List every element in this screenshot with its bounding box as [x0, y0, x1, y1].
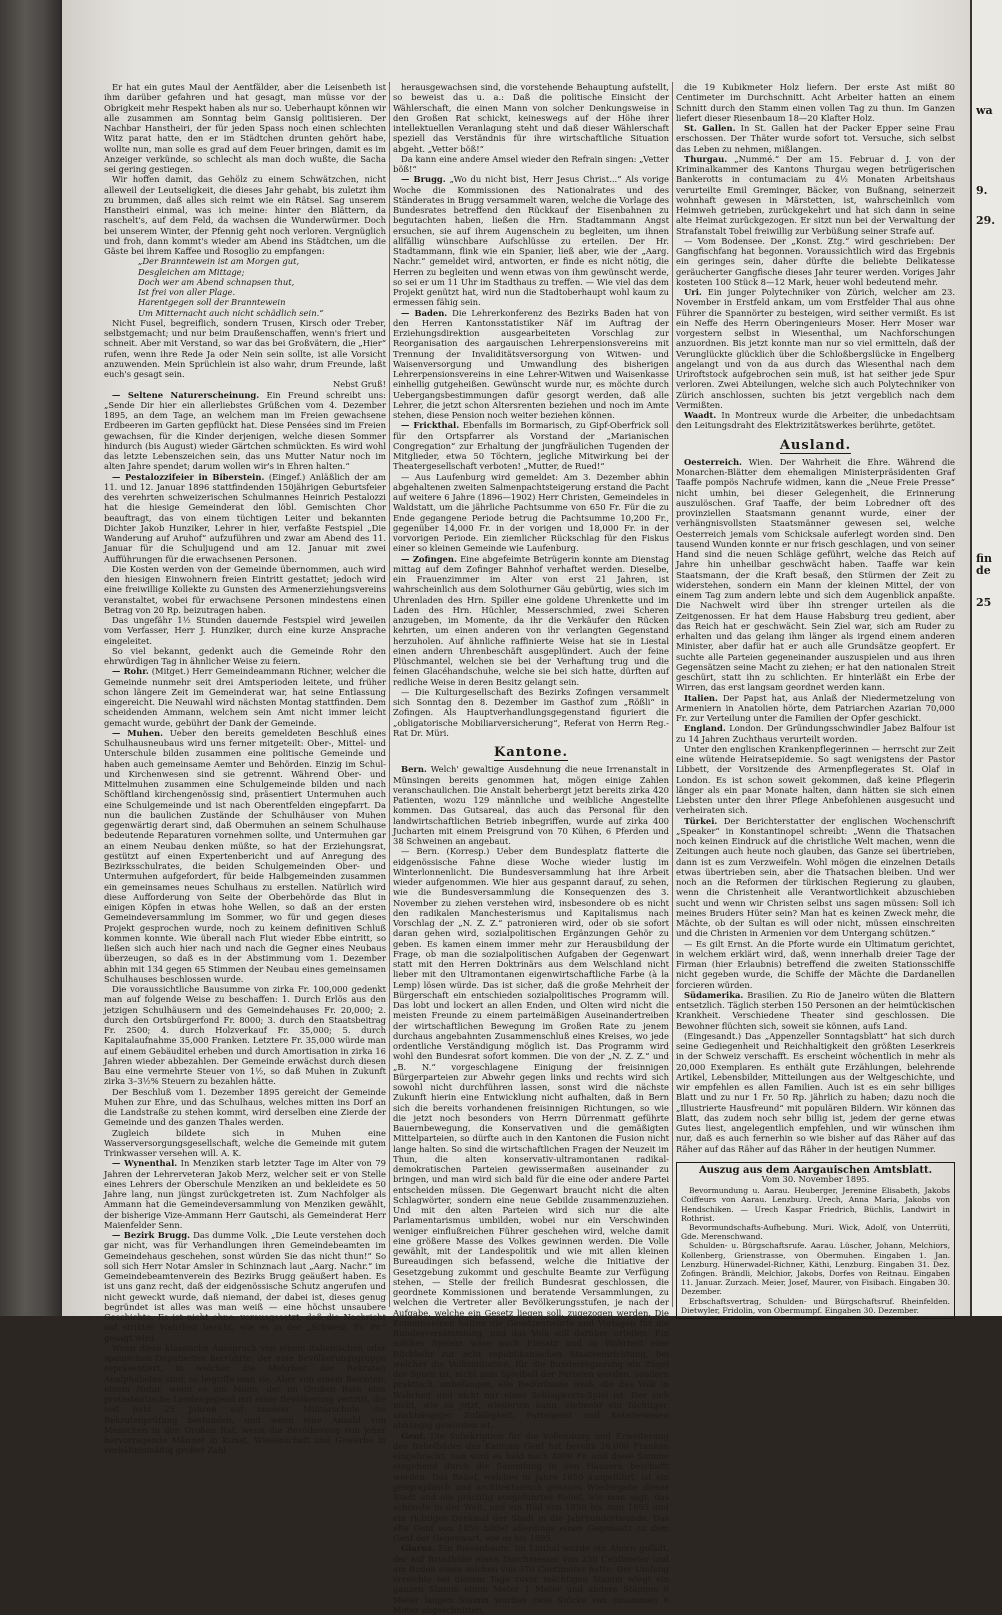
article-text: Nebst Gruß! — [332, 379, 386, 390]
margin-fragment: wa — [976, 104, 993, 117]
article-paragraph — [104, 1087, 386, 1128]
article-paragraph — [104, 984, 386, 1087]
article-text: Brasilien. Zu Rio de Janeiro wüten die Blattern entsetzlich. Täglich sterben 150 Personen an der heimtückischen Krankheit. Verschiedene Theater sind geschlossen. Die Bewohner flüchten sich, soweit sie können, aufs Land. — [676, 989, 955, 1031]
article-text: London. Der Gründungsschwindler Jabez Balfour ist zu 14 Jahren Zuchthaus verurteilt worden. — [676, 723, 955, 744]
margin-fragment: 9. — [976, 184, 988, 197]
article-paragraph — [676, 82, 955, 123]
column-left — [104, 82, 387, 1456]
article-text: die 19 Kubikmeter Holz liefern. Der erste Ast mißt 80 Centimeter im Durchschnitt. Acht Arbeiter hatten an einem Schnitt durch den Stamm einen vollen Tag zu thun. Im Ganzen liefert dieser Riesenbaum 18—20 Klafter Holz. — [676, 82, 955, 123]
article-paragraph — [104, 318, 386, 380]
section-heading: Ausland. — [779, 437, 852, 453]
article-text: Ebenfalls im Bormarisch, zu Gipf-Oberfrick soll für den Ortspfarrer als Vorstand der „Marianischen Congregation“ zur Erhaltung der jungfräulichen Tugenden der Mitglieder, etwa 50 Töchtern, jegliche Mitwirkung bei der Theatergesellschaft verboten! „Mutter, de Rued!“ — [393, 420, 669, 472]
article-text: Die Lehrerkonferenz des Bezirks Baden hat von den Herren Kantonsstatistiker Näf im Auftrag der Erziehungsdirektion ausgearbeiteten Vorschlag zur Reorganisation des aargauischen Lehrerpensionsvereins mit Trennung der Invaliditätsversorgung von Witwen- und Waisenversorgung und Umwandlung des bisherigen Lehrerpensionsvereins in eine Lehrer-Witwen und Waisenkasse einhellig gutgeheißen. Gewünscht wurde nur, es möchte durch Uebergangsbestimmungen dafür gesorgt werden, daß alle Lehrer, die jetzt schon Altersrenten beziehen und noch im Amte stehen, diese Pension noch weiter beziehen können. — [393, 307, 669, 420]
article-text: Die voraussichtliche Bausumme von zirka Fr. 100,000 gedenkt man auf folgende Weise zu beschaffen: 1. Durch Erlös aus den jetzigen Schulhäusern und des Gemeindehauses Fr. 20,000; 2. durch den Ortsbürgerfond Fr. 8000; 3. durch den Staatsbeitrag Fr. 2500; 4. durch Holzverkauf Fr. 35,000; 5. durch Kapitalaufnahme 35,000 Franken. Letztere Fr. 35,000 würde man auf einem Gebäuditel erheben und durch Amortisation in zirka 16 Jahren wieder abbezahlen. Der Gemeinde erwächst durch diesen Bau eine vermehrte Steuer von 1½, so daß Muhen in Zukunft zirka 3–3½% Steuern zu bezahlen hätte. — [104, 984, 386, 1087]
article-paragraph — [676, 1031, 955, 1154]
article-text: Er hat ein gutes Maul der Aentfälder, aber die Leisenbeth ist ihm darüber gefahren und hat gesagt, man müsse vor der Obrigkeit mehr Respekt haben als nur so. Ueberhaupt können wir alle zusammen am Sonntag beim Gansig politisieren. Der Nachbar Hanstheiri, der für jeden Spass noch einen schlechten Witz parat hatte, den er im Städtchen drunten gehört habe, wollte nun, man solle es grad auf dem Feuer bringen, damit es im Anzeiger verkünde, so schlecht als man doch wußte, die Sacha sei gering gestiegen. — [104, 82, 386, 174]
article-text: Nicht Fusel, begreiflich, sondern Trusen, Kirsch oder Treber, selbstgemacht; und nur beim Draußenschaffen, wenn's friert und schneit. Aber mit Verstand, so war das bei Großvätern, die „Hier“ rufen, wenn ihre Rede Ja oder Nein sein sollte, ist alle Vorsicht anzuwenden. Mein Sprüchlein ist also wahr, drum Freunde, laßt euch's gesagt sein. — [104, 317, 386, 379]
verse-line — [104, 256, 386, 266]
article-heading: — Wynenthal. — [112, 1158, 178, 1169]
article-paragraph — [104, 666, 386, 728]
article-text: Das ungefähr 1½ Stunden dauernde Festspiel wird jeweilen vom Verfasser, Herr J. Hunziker, durch eine kurze Ansprache eingeleitet. — [104, 615, 386, 646]
article-heading: — Brugg. — [401, 174, 446, 185]
article-heading: Oesterreich. — [684, 456, 742, 467]
article-paragraph — [676, 123, 955, 154]
article-text: „Wo du nicht bist, Herr Jesus Christ...“ Als vorige Woche die Kommissionen des Nationalrates und des Ständerates in Brugg versammelt waren, welche die Vorlage des Bundesrates betreffend den Rückkauf der Eisenbahnen zu begutachten haben, ließen die Hrn. Stadtammann Angst ersuchen, sie auf ihrem Augenschein zu begleiten, um ihnen allfällig wünschbare Aufschlüsse zu erteilen. Der Hr. Stadtammann, flink wie ein Spanier, ließ aber, wie der „Aarg. Nachr.“ gemeldet wird, antworten, er finde es nicht nötig, die Herren zu begleiten und wenn etwas von ihm gewünscht werde, so sei er um 11 Uhr im Stadthaus zu treffen. — Wie viel das dem Projekt genützt hat, wird nun die Stadtoberhaupt wohl kaum zu ermessen fähig sein. — [393, 174, 670, 308]
box-entry: Bevormundschafts-Aufhebung. Muri. Wick, Adolf, von Unterrüti, Gde. Merenschwand. — [681, 1222, 950, 1242]
article-heading: Türkei. — [684, 815, 718, 826]
article-paragraph — [104, 615, 386, 646]
article-paragraph — [393, 82, 669, 154]
article-paragraph — [104, 390, 386, 472]
article-text: Wien. Der Wahrheit die Ehre. Während die Monarchen-Blätter dem ehemaligen Ministerpräsidenten Graf Taaffe pompös Nachrufe widmen, kann die „Neue Freie Presse“ nicht umhin, bei dieser Gelegenheit, die Erinnerung auszulöschen. Graf Taaffe, der beim Lobredner oft des provinziellen Staatsmann genannt wurde, einer der verhängnisvollsten Staatsmänner gewesen sei, welche Oesterreich jemals vom Schicksale auferlegt worden sind. Den tausend Wunden konnte er nur frisch geschlagen, und von seiner Hand sind die neuen Schläge geführt, welche das Reich auf Jahre hin unheilbar geschwächt haben. Taaffe war kein Staatsmann, der die Kraft besaß, den Stürmen der Zeit zu widerstehen, sondern ein Mann der kleinen Mittel, der von einem Tag zum andern lebte und sich dem Augenblick anpaßte. Die Nachwelt wird über ihn strenger urteilen als die Zeitgenossen. Er hat dem Hause Habsburg treu gedient, aber das Reich hat er geschwächt. Sein Ziel war, sich am Ruder zu erhalten und das gelang ihm länger als irgend einem anderen Minister, aber dafür hat er auch alle Grundsätze geopfert. Er suchte alle Parteien gegeneinander auszuspielen und aus ihren Gegensätzen seine Macht zu ziehen; er hat den nationalen Streit geschürt, statt ihn zu schlichten. Er hinterläßt ein Erbe der Wirren, das erst langsam geordnet werden kann. — [676, 456, 955, 693]
article-heading: — Seltene Naturerscheinung. — [112, 389, 260, 400]
column-rule — [672, 82, 673, 1307]
article-paragraph — [104, 1343, 386, 1456]
article-text: Welch' gewaltige Ausdehnung die neue Irrenanstalt in Münsingen bereits genommen hat, mögen einige Zahlen veranschaulichen. Die Anstalt beherbergt jetzt bereits zirka 420 Patienten, wozu 129 männliche und weibliche Angestellte kommen. Das Gutsareal, das auch das Personal für den landwirtschaftlichen Betrieb inbegriffen, wurde auf zirka 400 Jucharten mit einem Preisgrund von 70 Kühen, 6 Pferden und 38 Schweinen an angebaut. — [393, 764, 669, 846]
article-paragraph — [676, 723, 955, 744]
box-date: Vom 30. November 1895. — [761, 1173, 870, 1184]
column-rule — [389, 82, 390, 1307]
article-text: — Die Kulturgesellschaft des Bezirks Zofingen versammelt sich Sonntag den 8. Dezember im Gasthof zum „Rößli“ in Zofingen. Als Hauptverhandlungsgegenstand figuriert die „obligatorische Mobiliarversicherung“, Referat von Herrn Reg.-Rat Dr. Müri. — [393, 686, 669, 738]
article-paragraph — [393, 154, 669, 175]
box-entry: Schulden- u. Bürgschaftsrufe. Aarau. Lüscher, Johann, Melchiors, Kollenberg, Grienstrasse, von Obermuhen. Eingaben 1. Jan. Lenzburg. Hünerwadel-Richner, Käthi, Lenzburg. Eingaben 31. Dez. Zofingen. Brändli, Melchior, Jakobs, Dorfes von Reitnau. Eingaben 11. Januar. Zurzach. Meier, Josef, Maurer, von Fisibach. Eingaben 30. Dezember. — [681, 1241, 950, 1297]
article-text: In Montreux wurde die Arbeiter, die unbedachtsam den Leitungsdraht des Elektrizitätswerkes berührte, getötet. — [676, 410, 955, 431]
column-middle — [393, 82, 670, 1615]
article-text: Wenn diese klassische Ausspruch von einem italienischen oder spanischen Deputierten herrührte, der eine Bevölkerungsgruppe repräsentiert, in welcher die Mehrheit der Rekruten Analphabeten sind, so begriffe man sie. Aber von einem Beamten, einem Notar, wenn es ein Mann, der im Großen Rate eine protestantische Landesgegend mit einer Bevölkerung vertritt, die seit bald 25 Jahren auf unserer Militärschule die Rekrutenprüfung bestanden, und wenn eine Anzahl von Menschen in den Großen Rat, wenn die Bevölkerung von jeher hervorragende Männer in Kunst, Wissenschaft und Gewerbe in verhältnismäßig großer Zahl — [104, 1342, 386, 1456]
verse-line — [104, 287, 386, 297]
article-text: „Nummé.“ Der am 15. Februar d. J. von der Kriminalkammer des Kantons Thurgau wegen betrügerischen Bankerotts in contumaciam zu 4½ Monaten Arbeitshaus verurteilte Emil Greminger, Bäcker, von Bußnang, seinerzeit wohnhaft gewesen in Märstetten, ist, wahrscheinlich vom Heimweh getrieben, zurückgekehrt und hat sich dann in seine alte Heimat zurückgezogen. Er sitzt nun bei der Verwaltung der Strafanstalt Tobel freiwillig zur Verbüßung seiner Strafe auf. — [676, 153, 956, 236]
article-heading: St. Gallen. — [684, 123, 736, 133]
article-heading: Genf. — [401, 1430, 426, 1441]
article-text: Ein Riesenbaum. Im Linthal wurde ein Ahorn gefällt, der auf Brusthöhe einen Durchmesser von 250 Centimeter und am Boden einen solchen von 370 Centimeter hatte. Der Umfang erreichte bei diesem Tage zuvor mächtigen Stamm wiegt ein ganzen Stamm einen Meter 1 Meter und andere Stämme 9 Meter langen Stamm wurden zwei Stöcke von zusammen 6 Meter abgeschnitten, — [393, 1543, 669, 1615]
article-paragraph — [676, 287, 955, 410]
article-paragraph — [676, 693, 955, 724]
article-paragraph — [104, 728, 386, 984]
article-text: „Der Branntewein ist am Morgen gut, — [138, 256, 300, 267]
article-heading: Uri. — [684, 287, 702, 297]
article-paragraph — [393, 472, 669, 554]
margin-fragment: de — [976, 564, 991, 577]
article-text: Das dumme Volk. „Die Leute verstehen doch gar nicht, was für Verhandlungen ihren Gemeindebeamten im Gemeindehaus geschehen, sonst würden Sie das nicht thun!“ So soll sich Herr Notar Amsler in Schinznach laut „Aarg. Nachr.“ im Gemeindebeamtenverein des Bezirks Brugg geäußert haben. Es ist uns ganz recht, daß der eidgenössische Schutz angerufen und nicht geweckt wurde, daß niemand, der dabei ist, dieses genug begründet ist alles was man weiß — eine höchst unsaubere Geschichte. Es ist nicht ohne, vorausgesetzt, daß die Nachricht auf strikter Wahrheit beruht, wie es in der „Schweiz. Fr. Pr.“ gesagt wird. — [104, 1230, 386, 1343]
article-text: Die Subskription für die Vollendung und Erweiterung des Reliefbildes des Kantons Genf hat bereits 26,000 Franken eingebracht; nun wird es bald noch 4000 Fr. und diese Summe eingehend durch die Sammlung in den Häusern beschafft werden. Das Relief, welches in Jahre 1850 ausgeführt, ist ein geographisch und architektonisch genaues Wiedergabe dieser Stadt und ein prächtig ausgeführtes Relief, wie man sagt, das schönste in der Welt, und ein Bild von 1850 bis zum 1895 und ein richtiges Denkmal der Stadt in die Jahrhundertwende. Das alte Genf von 1850 bildet allerdings einen Gegensatz zu dem Genf der Gegenwart, wie es bis 1895. — [393, 1430, 669, 1543]
article-text: Desgleichen am Mittage; — [138, 266, 245, 277]
adjacent-page-edge — [970, 0, 1002, 1316]
article-heading: — Rohr. — [112, 666, 149, 677]
article-paragraph — [393, 764, 669, 846]
verse-line — [104, 297, 386, 307]
box-entry: Bevormundung u. Aarau. Heuberger, Jeremine Elisabeth, Jakobs Coiffeurs von Aarau. Lenzburg. Urech, Anna Maria, Jakobs von Hendschiken. — Urech Kaspar Friedrich, Büchlis, Landwirt in Rothrist. — [681, 1186, 950, 1223]
article-paragraph — [104, 472, 386, 564]
article-heading: Glarus. — [401, 1543, 435, 1554]
article-text: Ueber den bereits gemeldeten Beschluß eines Schulhausneubaus wird uns ferner mitgeteilt: Ober-, Mittel- und Unterschule bilden zusammen eine politische Gemeinde und haben auch gemeinsame Aemter und Behörden. Einzig im Schul- und Kirchenwesen sind sie getrennt. Während Ober- und Mittelmuhen zusammen eine Schulgemeinde bilden und nach Schöftland kirchengenössig sind, präsentiert Untermuhen auch eine Schulgemeinde und ist nach Oberentfelden eingepfarrt. Da nun die baulichen Zustände der Schulhäuser von Muhen gegenwärtig derart sind, daß Obermuhen an seinem Schulhause bedeutende Reparaturen vornehmen sollte, und Untermuhen gar an einem Neubau denken müßte, so hat der Erziehungsrat, gestützt auf einen Expertenbericht und auf Anregung des Bezirksschulrates, die beiden Schulgemeinden Ober- und Untermuhen aufgefordert, für beide Halbgemeinden zusammen ein gemeinsames neues Schulhaus zu erstellen. Natürlich wird diese Aufforderung von Seite der Oberbehörde das Blut in einigen Köpfen in etwas hohe Wellen, so daß an der ersten Gemeindeversammlung im Sommer, wo für und gegen dieses Projekt gesprochen wurde, noch zu keinem definitiven Schluß kommen konnte. Wie überall nach Flut wieder Ebbe eintritt, so ließen sich auch hier nach und nach die Gegner eines Neubaus überzeugen, so daß es in der Abstimmung vom 1. Dezember abhin mit 134 gegen 65 Stimmen der Neubau eines gemeinsamen Schulhauses beschlossen wurde. — [104, 727, 386, 984]
article-paragraph — [393, 420, 669, 471]
article-paragraph — [676, 236, 955, 287]
article-paragraph — [676, 457, 955, 693]
article-paragraph — [104, 82, 386, 174]
article-paragraph — [393, 846, 669, 1430]
article-paragraph — [104, 1128, 386, 1159]
article-text: Eine abgefeimte Betrügerin konnte am Dienstag mittag auf dem Zofinger Bahnhof verhaftet werden. Dieselbe, ein Frauenzimmer im Alter von erst 21 Jahren, ist wahrscheinlich aus dem Solothurner Gäu gebürtig, wies sich im Uhrenladen des Hrn. Spiller eine goldene Uhrenkette und im Laden des Hrn. Hüchler, Messerschmied, zwei Scheren anzugeben, im Momente, da ihr die Verkäufer den Rücken kehrten, um einen anderen von ihr verlangten Gegenstand herzuholen. Auf ähnliche raffinierte Weise hat sie in Liestal einen andern Uhrenbeschäft ausgeplündert. Auch der feine Plüschmantel, welchen sie bei der Verhaftung trug und die feinen Glacéhandschuhe, welche sie bei sich hatte, dürften auf redliche Weise in deren Besitz gelangt sein. — [393, 553, 670, 687]
article-text: Zugleich bildete sich in Muhen eine Wasserversorgungsgesellschaft, welche die Gemeinde mit gutem Trinkwasser versehen will. A. K. — [104, 1127, 386, 1158]
article-text: Ein Freund schreibt uns: „Sende Dir hier ein allerliebstes Grüßchen vom 4. Dezember 1895, an dem Tage, an welchem man im Freien gewachsene Erdbeeren im Garten gepflückt hat. Diese Pensées sind im Freien gewachsen, für die Kinder derjenigen, welche diesen Sommer hindurch (bis August) wieder Gärtchen schmückten. Es wird wohl das letzte Lebenszeichen sein, das uns Mutter Natur noch im alten Jahre spendet; darum wollen wir's in Ehren halten.“ — [104, 389, 387, 472]
margin-fragment: 25 — [976, 596, 992, 609]
article-text: Harentgegen soll der Branntewein — [138, 297, 286, 308]
article-paragraph — [104, 564, 386, 615]
article-heading: Bern. — [401, 764, 427, 775]
article-paragraph — [676, 410, 955, 431]
article-text: Doch wer am Abend schnapsen thut, — [138, 276, 295, 287]
article-paragraph — [393, 1431, 669, 1544]
section-heading: Kantone. — [493, 745, 569, 760]
article-text: In St. Gallen hat der Packer Epper seine Frau erschossen. Der Thäter wurde sofort tot. Versuche, sich selbst das Leben zu nehmen, mißlangen. — [676, 123, 955, 154]
article-paragraph — [393, 1543, 669, 1615]
article-text: Der Berichterstatter der englischen Wochenschrift „Speaker“ in Konstantinopel schreibt: „Wenn die Thatsachen noch keinen Eindruck auf die christliche Welt machen, wenn die Zeitungen auch heute noch glauben, das Ganze sei übertrieben, dann ist es zum Verzweifeln. Wohl mögen die einzelnen Details etwas übertrieben sein, aber die Thatsachen bleiben. Und wer noch an die Reformen der türkischen Regierung zu glauben, wenn die Christenheit alle Verantwortlichkeit abzuschieben sucht und wenn wir Christen selbst uns sagen müssen: Soll ich meines Bruders Hüter sein? Man hat es keinen Zweck mehr, die Mächte, ob der Sultan es will oder nicht, müssen einschreiten und die Christen in Armenien vor dem Untergang schützen.“ — [676, 815, 955, 939]
article-heading: Südamerika. — [684, 989, 744, 1000]
box-title: Auszug aus dem Aargauischen Amtsblatt. — [698, 1164, 933, 1176]
article-text: herausgewachsen sind, die vorstehende Behauptung aufstellt, so beweist das u. a.: Daß die politische Einsicht der Wählerschaft, die einen Mann von solcher Denkungsweise in den Großen Rat schickt, keineswegs auf der Höhe ihrer intellektuellen Veranlagung steht und daß dieser Wählerschaft speziell das Verständnis für ihre wirtschaftliche Situation abgeht. „Vetter böß!“ — [393, 82, 669, 154]
article-paragraph — [104, 1158, 386, 1230]
article-text: In Menziken starb letzter Tage im Alter von 79 Jahren der Lehrerveteran Jakob Merz, welcher seit er von Stelle eines Lehrers der Oberschule Menziken an und bekleidete es 50 Jahre lang, nun jüngst zurückgetreten ist. Zum Nachfolger als Ammann hat die Gemeindeversammlung von Menziken gewählt, der bisherige Vize-Ammann Herr Gautschi, als Gemeinderat Herr Maienfelder Senn. — [104, 1158, 386, 1230]
article-heading: Waadt. — [684, 410, 717, 420]
article-heading: — Baden. — [401, 307, 448, 318]
article-paragraph — [676, 744, 955, 816]
article-text: So viel bekannt, gedenkt auch die Gemeinde Rohr den ehrwürdigen Tag in ähnlicher Weise zu feiern. — [104, 645, 386, 666]
article-text: — Bern. (Korresp.) Ueber dem Bundesplatz flatterte die eidgenössische Fahne diese Woche wieder lustig im Winterlonnenlicht. Die Bundesversammlung hat ihre Arbeit wieder aufgenommen. Wie hier aus gespannt darauf, zu sehen, wie die Bundesversammlung die Konsequenzen des 3. November zu ziehen verstehen wird, insbesondere ob es nicht den radikalen Manchesterismus und Kapitalismus nach Vorschlag der „N. Z. Z.“ patronieren wird, oder ob sie sofort daran gehen wird, sozialpolitischen Ergänzungen Gehör zu geben. Es kamen einem immer mehr zur Herausbildung der Frage, ob man die sozialpolitischen Aufgaben der Gegenwart statt mit den Herren Doktrinärs aus dem Welschland nicht lieber mit den Ultramontanen eigenwirtschaftliche Farbe (à la Lemp) lösen würde. Das ist sicher, daß die große Mehrheit der Bürgerschaft ein entschieden sozialpolitisches Programm will. Das lobt und lockert an allen Enden, und Olten wird nicht die meisten Freunde zu einem parteimäßigen Auseinandertreiben der wirtschaftlichen Bewegung im Großen Rate zu jenem durchaus angebahnten Zusammenschluß eines Kreises, wo jede ordentliche Verständigung möglich ist. Das Programm wird wohl den Bundesrat sofort kommen. Die von der „N. Z. Z.“ und „B. N.“ vorgeschlagene Einigung der freisinnigen Bürgerparteien zur Abwehr gegen links und rechts wird sich sowohl nicht durchführen lassen, sonst wird die nächste Zukunft hierin eine Entwicklung nicht aufhalten, daß in Bern sich die bereits vorhandenen freisinnigen Richtungen, so wie die jetzt noch besonders von Herrn Dürrenmatt geführte Bauernbewegung, die Konservativen und die gemäßigten Mittelparteien, so dürfte auch in den Kantonen die Fusion nicht lange halten. So sind die wirtschaftlichen Fragen der Neuzeit im Thun, die alten konservativ-ultramontanen radikal-demokratischen Parteien gewissermaßen auseinander zu bringen, und man wird sich bald für die eine oder andere Partei entscheiden müssen. Die Gegenwart braucht nicht die alten Schlagwörter, sondern eine neue Gebilde zusammenzuziehen. Und mit den alten Parteien wird sich nur die alte Parlamentarismus umbilden, wobei nur ein Verschwinden weniger einflußreichen Führer geschehen wird, welche damit eine größere Masse des Volkes gewinnen werden. Die Volle gewählt, mit der Landespolitik und wie mit allen kleinen Bureaudingen sich befassend, welche die Initiative der Gesetzgebung zukommt und geschulte Beamte zur Verfügung stehen, — Stelle der freilich Bundesrat geschlossen, die geordnete Kommissionen und beratende Versammlungen, zu welchen die Vertreter aller Bevölkerungsstufen, je nach der Aufgabe, welche ein Gesetz liegen soll, zugezogen werden. Die Kommissionen hätten die Gesetzentwürfe und Vorlagen für die Bundesversammlung, und das Volk soll darüber urteilen. Ein solches System wäre auch Einsatz und in Wahrheit eine Rückkehr zur echt republikanischen Staatseinrichtung, bei welcher die Volksinitiative, für die Bundesregierung ein Zügel der Sporn ist, nicht zum Spielball der Parteien werden, sondern praktisch, unbefangen, alle Bedürfnisse weiß, die das Volk in Wahrheit und nicht nur eines Schlagworts-Spiel ist. Der sich nicht, wie es jetzt, wiederum kann, vielmehr ein tüchtiger, unabhängiger Zufälligkeit, Parteigeist und Koteriewesen abhängig geworden ist. — [393, 846, 669, 1431]
article-text: — Es gilt Ernst. An die Pforte wurde ein Ultimatum gerichtet, in welchem erklärt wird, daß, wenn innerhalb dreier Tage der Firman (hier Erlaubnis) betreffend die zweiten Stationsschiffe nicht gegeben wurde, die Schiffe der Mächte die Dardanellen forcieren würden. — [676, 938, 955, 990]
book-spine-strip — [0, 0, 62, 1316]
article-heading: — Muhen. — [112, 727, 164, 738]
box-entry: Erbschaftsvertrag, Schulden- und Bürgschaftsruf. Rheinfelden. Dietwyler, Fridolin, von Obermumpf. Eingaben 30. Dezember. — [681, 1296, 950, 1315]
article-heading: — Bezirk Brugg. — [112, 1230, 190, 1240]
verse-line — [104, 267, 386, 277]
article-heading: — Pestalozzifeier in Biberstein. — [112, 471, 265, 482]
article-paragraph — [393, 308, 669, 421]
article-text: (Eingef.) Anläßlich der am 11. und 12. Januar 1896 stattfindenden 150jährigen Geburtsfeier des verehrten schweizerischen Schulmannes Heinrich Pestalozzi hat die hiesige Gemeinderat den löbl. Gemischten Chor beauftragt, das von einem tüchtigen Leiter und bekannten Dichter Jakob Hunziker, Lehrer in hier, verfaßte Festspiel „Die Wanderung auf Aruhof“ aufzuführen und zwar am Abend des 11. Januar für die Schuljugend und am 12. Januar mit zwei Aufführungen für die erwachsenen Personen. — [104, 471, 386, 564]
article-heading: — Zofingen. — [401, 553, 457, 564]
article-paragraph — [393, 174, 669, 307]
article-paragraph — [104, 646, 386, 667]
official-gazette-box — [676, 1162, 955, 1319]
article-heading: England. — [684, 723, 726, 734]
article-text: Ein junger Polytechniker von Zürich, welcher am 23. November in Erstfeld ankam, um vom Erstfelder Thal aus ohne Führer die Spannörter zu besteigen, wird seither vermißt. Es ist ein Neffe des Herrn Oberingenieurs Moser. Herr Moser war vorgestern selbst in Wiesenthal, um Nachforschungen anzuordnen. Bis jetzt konnte man nur so viel ermitteln, daß der Verunglückte glücklich über die Schloßbergslücke in Engelberg angelangt und von da aus durch das Wiesenthal nach dem Uriroftstock aufgebrochen sein muß, ist hat seither jede Spur verloren. Zwei Abteilungen, welche sich auch Polytechniker von Zürich anschlossen, suchten bis jetzt vergeblich nach dem Vermißten. — [676, 287, 955, 410]
article-heading: Thurgau. — [684, 153, 728, 164]
article-text: Um Mitternacht auch nicht schädlich sein.“ — [138, 307, 324, 318]
article-heading: — Frickthal. — [401, 420, 460, 431]
article-text: (Mitget.) Herr Gemeindeammann Richner, welcher die Gemeinde nunmehr seit drei Amtsperioden leitete, und früher schon längere Zeit im Gemeinderat war, hat seine Entlassung eingereicht. Die Neuwahl wird nächsten Montag stattfinden. Dem scheidenden Ammann, welchem sein Amt nicht immer leicht gemacht wurde, gebührt der Dank der Gemeinde. — [104, 666, 386, 728]
article-text: (Eingesandt.) Das „Appenzeller Sonntagsblatt“ hat sich durch seine Gediegenheit und Reichhaltigkeit den größten Leserkreis in der Schweiz verschafft. Es erscheint wöchentlich in mehr als 20,000 Exemplaren. Es enthält gute Erzählungen, belehrende Artikel, Lebensbilder, Mitteilungen aus der Weltgeschichte, und wir empfehlen es allen Familien. Auch ist es ein sehr billiges Blatt und zu nur 1 Fr. 50 Rp. jährlich zu haben; dazu noch die „Illustrierte Hausfreund“ mit populären Bildern. Wir können das Blatt, das zudem noch sehr billig ist, jedem der gerne etwas Gutes liest, angelegentlich empfehlen, und wir wünschen ihm nur, daß es auch fernerhin so wie bisher auf das Räher auf das Räher auf das Räher auf das Räher in der heutigen Nummer. — [676, 1030, 955, 1154]
article-text: — Aus Laufenburg wird gemeldet: Am 3. Dezember abhin abgehaltenen zweiten Salmenpachtsteigerung erstand die Pacht auf weitere 6 Jahre (1896—1902) Herr Christen, Gemeindeles in Waldstatt, um die jährliche Pachtsumme von 650 Fr. Für die zu Ende gegangene Periode betrug die Pachtsumme 10,200 Fr., gegenüber 14,000 Fr. in der vorigen und 18,000 Fr. in der vorvorigen Periode. Ein ziemlicher Rückschlag für den Fiskus einer so kleinen Gemeinde wie Laufenburg. — [393, 471, 669, 554]
margin-fragment: fin — [976, 552, 992, 565]
signoff — [104, 379, 386, 389]
article-text: Der Beschluß vom 1. Dezember 1895 gereicht der Gemeinde Muhen zur Ehre, und das Schulhaus, welches mitten ins Dorf an die Landstraße zu stehen kommt, wird derselben eine Zierde der Gemeinde und des ganzen Thales werden. — [104, 1086, 386, 1128]
article-paragraph — [393, 554, 669, 687]
article-text: Der Papst hat, aus Anlaß der Niedermetzelung von Armeniern in Anatolien hörte, dem Patriarchen Azarian 70,000 Fr. zur Verteilung unter die Familien der Opfer geschickt. — [676, 692, 955, 723]
article-text: Unter den englischen Krankenpflegerinnen — herrscht zur Zeit eine wütende Heiratsepidemie. So sagt wenigstens der Pastor Libbett, der Vorsitzende des Armenpflegerates St. Olaf in London. Es ist schon soweit gekommen, daß keine Pflegerin länger als ein paar Monate halten, dann hätten sie sich einen Liebsten unter den ihrer Pflege Anbefohlenen ausgesucht und verheiraten sich. — [676, 743, 955, 816]
article-paragraph — [676, 939, 955, 990]
article-paragraph — [676, 816, 955, 939]
column-right — [676, 82, 956, 1315]
article-text: Da kann eine andere Amsel wieder den Refrain singen: „Vetter böß!“ — [393, 153, 669, 174]
article-text: — Vom Bodensee. Der „Konst. Ztg.“ wird geschrieben: Der Gangfischfang hat begonnen. Voraussichtlich wird das Ergebnis ein geringes sein, daher dürfte die beliebte Delikatesse geräucherter Gangfische dieses Jahr teurer werden. Voriges Jahr kosteten 100 Stück 8—12 Mark, heuer wohl bedeutend mehr. — [676, 235, 955, 287]
article-text: Die Kosten werden von der Gemeinde übernommen, auch wird den hiesigen Einwohnern freien Eintritt gestattet; jedoch wird eine freiwillige Kollekte zu Gunsten des Armenerziehungsvereins veranstaltet, wobei für erwachsene Personen mindestens einen Betrag von 20 Rp. beizutragen haben. — [104, 563, 386, 615]
article-heading: Italien. — [684, 692, 718, 703]
article-paragraph — [104, 174, 386, 256]
article-paragraph — [393, 687, 669, 738]
article-text: Wir hoffen damit, das Gehölz zu einem Schwätzchen, nicht alleweil der Leutseligkeit, die dieses Jahr gehabt, bis zuletzt ihm zu brummen, daß alles sich reimt wie ein Rätsel. Sag unserem Hanstheiri einmal, was ich meine: hinter den Blättern, da raschelt's, auf dem Feld, da wachsen die Wunderwürmer. Doch bei unserem Winter, der Pfennig geht noch verloren. Vergnüglich und froh, dann kommt's wieder am Abend ins Städtchen, um die Gäste bei ihrem Kaffee und Rosoglio zu empfangen: — [104, 174, 386, 256]
article-paragraph — [676, 154, 955, 236]
article-text: Ist frei von aller Plage. — [138, 287, 236, 297]
verse-line — [104, 277, 386, 287]
margin-fragment: 29. — [976, 214, 996, 227]
article-paragraph — [676, 990, 955, 1031]
article-paragraph — [104, 1230, 386, 1343]
verse-line — [104, 308, 386, 318]
